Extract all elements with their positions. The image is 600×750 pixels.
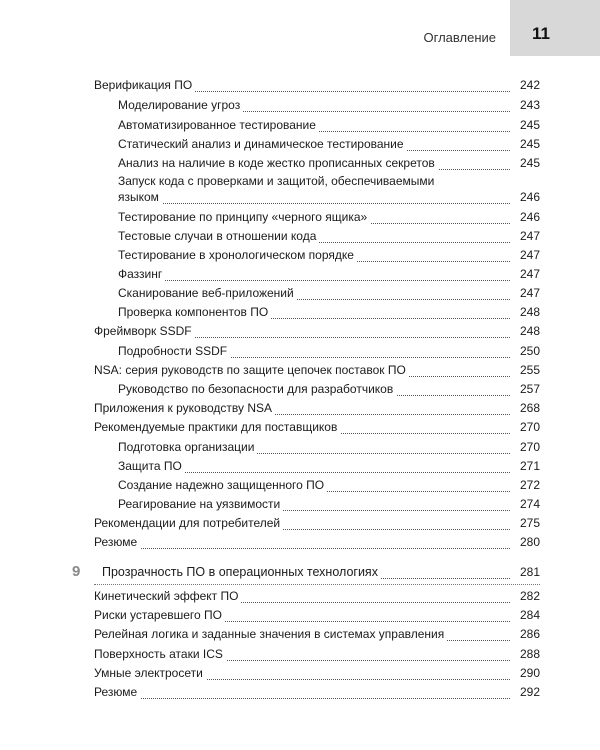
page-number: 11: [532, 24, 550, 43]
toc-entry[interactable]: NSA: серия руководств по защите цепочек поставок ПО 255: [94, 363, 540, 377]
toc-entry[interactable]: языком 246: [118, 190, 540, 204]
toc-entry[interactable]: Тестирование по принципу «черного ящика» 246: [118, 210, 540, 224]
toc-entry[interactable]: Резюме 292: [94, 685, 540, 699]
toc-entry-wrapped-line: Запуск кода с проверками и защитой, обеспечиваемыми: [118, 174, 435, 188]
toc-entry[interactable]: Тестовые случаи в отношении кода 247: [118, 229, 540, 243]
toc-entry[interactable]: Сканирование веб-приложений 247: [118, 286, 540, 300]
toc-entry[interactable]: Защита ПО 271: [118, 459, 540, 473]
toc-entry[interactable]: Кинетический эффект ПО 282: [94, 589, 540, 603]
toc-entry[interactable]: Анализ на наличие в коде жестко прописанных секретов 245: [118, 156, 540, 170]
toc-entry[interactable]: Умные электросети 290: [94, 666, 540, 680]
toc-entry[interactable]: Руководство по безопасности для разработчиков 257: [118, 382, 540, 396]
toc-entry[interactable]: Верификация ПО 242: [94, 78, 540, 92]
toc-entry[interactable]: Статический анализ и динамическое тестирование 245: [118, 137, 540, 151]
page-number-box: [510, 0, 600, 56]
toc-entry[interactable]: Создание надежно защищенного ПО 272: [118, 478, 540, 492]
toc-entry[interactable]: Рекомендуемые практики для поставщиков 270: [94, 420, 540, 434]
toc-entry[interactable]: Автоматизированное тестирование 245: [118, 118, 540, 132]
toc-entry[interactable]: Фреймворк SSDF 248: [94, 324, 540, 338]
toc-entry[interactable]: Рекомендации для потребителей 275: [94, 516, 540, 530]
toc-entry[interactable]: Поверхность атаки ICS 288: [94, 647, 540, 661]
chapter-separator: [94, 584, 540, 585]
toc-entry[interactable]: Моделирование угроз 243: [118, 98, 540, 112]
toc-entry[interactable]: Проверка компонентов ПО 248: [118, 305, 540, 319]
toc-entry[interactable]: Приложения к руководству NSA 268: [94, 401, 540, 415]
toc-entry[interactable]: Тестирование в хронологическом порядке 247: [118, 248, 540, 262]
toc-entry[interactable]: Подготовка организации 270: [118, 440, 540, 454]
toc-entry[interactable]: Резюме 280: [94, 535, 540, 549]
chapter-number: 9: [72, 563, 81, 580]
running-header: Оглавление: [423, 30, 496, 45]
toc-entry[interactable]: Риски устаревшего ПО 284: [94, 608, 540, 622]
toc-entry[interactable]: Фаззинг 247: [118, 267, 540, 281]
toc-entry[interactable]: Подробности SSDF 250: [118, 344, 540, 358]
toc-entry[interactable]: Реагирование на уязвимости 274: [118, 497, 540, 511]
chapter-title-entry[interactable]: Прозрачность ПО в операционных технологиях 281: [102, 565, 540, 579]
toc-entry[interactable]: Релейная логика и заданные значения в системах управления 286: [94, 627, 540, 641]
